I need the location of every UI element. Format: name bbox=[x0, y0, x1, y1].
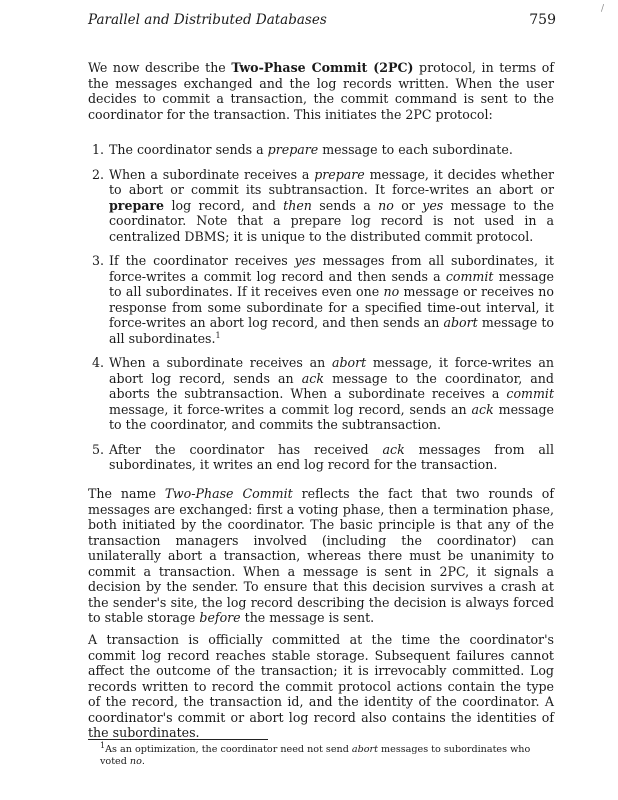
text-span: message or receives no response from some subordinate for a specified time-out interval, it force-writes an abort log record, and then sends an bbox=[109, 284, 554, 330]
text-span: The coordinator sends a bbox=[109, 142, 268, 157]
text-span: If the coordinator receives bbox=[109, 253, 295, 268]
step-number: 2. bbox=[92, 166, 105, 182]
emphasis: no bbox=[383, 284, 400, 299]
emphasis: yes bbox=[294, 253, 316, 268]
text-span: message to each subordinate. bbox=[318, 142, 513, 157]
two-phase-paragraph bbox=[88, 486, 554, 626]
emphasis: then bbox=[283, 197, 312, 213]
footnote bbox=[100, 740, 560, 768]
text-span: When a subordinate receives an bbox=[109, 355, 332, 370]
text-span: log record, and bbox=[164, 197, 284, 213]
text-span: . bbox=[141, 756, 145, 767]
step-number: 5. bbox=[92, 441, 105, 457]
text-span: message, it decides whether to abort or commit its subtransaction. It force-writes an abort or bbox=[109, 166, 554, 197]
emphasis: no bbox=[378, 197, 394, 213]
text-span: The name bbox=[88, 486, 165, 501]
intro-paragraph bbox=[88, 60, 554, 122]
text-span: message, it force-writes a commit log record, sends an bbox=[109, 401, 472, 417]
emphasis: ack bbox=[301, 370, 324, 386]
list-item bbox=[88, 442, 554, 473]
bold-term: prepare bbox=[109, 197, 165, 213]
text-span: message, it force-writes an abort log record, sends an bbox=[109, 355, 554, 386]
emphasis: before bbox=[199, 610, 241, 625]
running-title: Parallel and Distributed Databases bbox=[88, 12, 327, 28]
emphasis: prepare bbox=[267, 142, 319, 157]
emphasis: yes bbox=[422, 197, 444, 213]
protocol-term: Two-Phase Commit (2PC) bbox=[231, 60, 414, 75]
text-span: messages from all subordinates, it force-writes a commit log record and then sends a bbox=[109, 253, 554, 284]
emphasis: Two-Phase Commit bbox=[164, 486, 293, 501]
commit-paragraph: A transaction is officially committed at the time the coordinator's commit log record reaches stable storage. Subsequent failures cannot affect the outcome of the transaction; it is irrevocably committed. Log records written to record the commit protocol actions contain the type of the record, the transaction id, and the identity of the coordinator. A coordinator's commit or abort log record also contains the identities of the subordinates. bbox=[88, 632, 554, 740]
protocol-steps bbox=[88, 142, 554, 482]
step-number: 3. bbox=[92, 253, 105, 268]
emphasis: commit bbox=[445, 268, 494, 284]
text-span: When a subordinate receives a bbox=[109, 166, 315, 182]
text-span: sends a bbox=[311, 197, 379, 213]
step-number: 4. bbox=[92, 355, 105, 370]
emphasis: ack bbox=[471, 401, 494, 417]
list-item bbox=[88, 167, 554, 245]
text-span: protocol, in terms of the messages exchanged and the log records written. When the user decides to commit a transaction, the commit command is sent to the coordinator for the transaction. This initiates the 2PC protocol: bbox=[88, 60, 555, 122]
list-item bbox=[88, 253, 554, 346]
page-number: 759 bbox=[529, 12, 556, 28]
text-span: After the coordinator has received bbox=[109, 441, 383, 457]
margin-mark: / bbox=[600, 4, 604, 14]
list-item bbox=[88, 142, 554, 158]
footnote-marker: 1 bbox=[100, 740, 106, 750]
emphasis: abort bbox=[351, 744, 378, 755]
text-span: reflects the fact that two rounds of messages are exchanged: first a voting phase, then a termination phase, both initiated by the coordinator. The basic principle is that any of the transaction managers involved (including the coordinator) can unilaterally abort a transaction, whereas there must be unanimity to commit a transaction. When a message is sent in 2PC, it signals a decision by the sender. To ensure that this decision survives a crash at the sender's site, the log record describing the decision is always forced to stable storage bbox=[88, 486, 555, 625]
emphasis: ack bbox=[382, 441, 405, 457]
step-number: 1. bbox=[92, 142, 105, 157]
footnote-ref: 1 bbox=[215, 330, 221, 340]
footnote-divider bbox=[88, 739, 268, 740]
text-span: message to the coordinator, and aborts the subtransaction. When a subordinate receives a bbox=[109, 370, 554, 401]
emphasis: prepare bbox=[314, 166, 365, 182]
text-span: the message is sent. bbox=[240, 610, 375, 625]
list-item bbox=[88, 355, 554, 433]
text-span: message to the coordinator. Note that a prepare log record is not used in a centralized DBMS; it is unique to the distributed commit protocol. bbox=[109, 197, 555, 244]
text-span: messages to subordinates who voted bbox=[100, 744, 531, 767]
text-span: messages from all subordinates, it writes an end log record for the transaction. bbox=[109, 441, 554, 472]
emphasis: no bbox=[129, 756, 142, 767]
text-span: message to all subordinates. If it receives even one bbox=[109, 268, 554, 299]
emphasis: abort bbox=[443, 315, 478, 330]
page-header bbox=[88, 12, 556, 32]
emphasis: commit bbox=[506, 386, 554, 401]
emphasis: abort bbox=[331, 355, 367, 370]
text-span: As an optimization, the coordinator need not send bbox=[105, 744, 352, 755]
text-span: message to all subordinates. bbox=[109, 315, 554, 346]
text-span: or bbox=[393, 197, 423, 213]
text-span: We now describe the bbox=[88, 60, 232, 75]
text-span: message to the coordinator, and commits the subtransaction. bbox=[109, 401, 554, 432]
